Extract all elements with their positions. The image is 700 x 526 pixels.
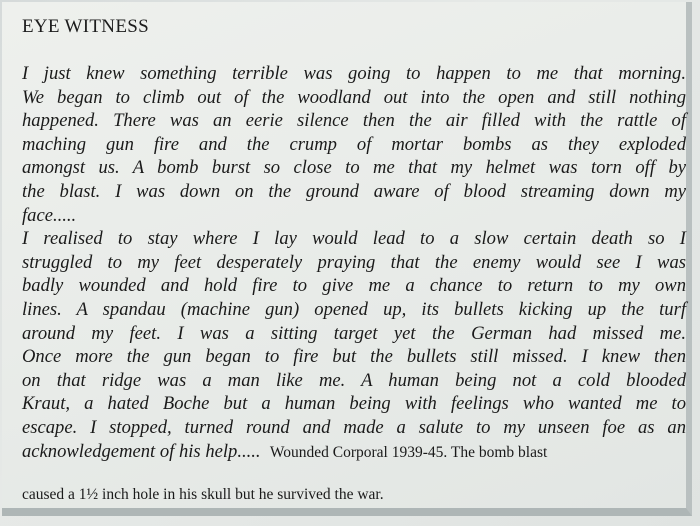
text-line: the blast. I was down on the ground aware of blood streaming down my [22,180,686,202]
text-line: I just knew something terrible was going to happen to me that morning. [22,63,686,84]
testimony-text [22,62,686,464]
text-line: We began to climb out of the woodland out into the open and still nothing [22,86,686,108]
text-line: escape. I stopped, turned round and made a salute to my unseen foe as an [22,416,686,438]
text-line: maching gun fire and the crump of mortar bombs as they exploded [22,133,686,155]
text-line: I realised to stay where I lay would lead to a slow certain death so I [22,228,686,250]
text-line: amongst us. A bomb burst so close to me that my helmet was torn off by [22,157,686,179]
text-line: struggled to my feet desperately praying that the enemy would see I was [22,251,686,273]
attribution-text: Wounded Corporal 1939-45. The bomb blast [269,443,548,461]
text-line: on that ridge was a man like me. A human being not a cold blooded [22,369,686,391]
text-line: Once more the gun began to fire but the bullets still missed. I knew then [22,346,686,368]
text-line: lines. A spandau (machine gun) opened up, its bullets kicking up the turf [22,298,686,320]
text-line: Kraut, a hated Boche but a human being with feelings who wanted me to [22,393,686,415]
caption-text: caused a 1½ inch hole in his skull but he survived the war. [22,486,384,503]
text-line: badly wounded and hold fire to give me a chance to return to my own [22,275,686,297]
closing-text: acknowledgement of his help..... [22,440,261,462]
text-line: face..... [22,204,77,226]
text-line: happened. There was an eerie silence then the air filled with the rattle of [22,110,686,132]
text-line: around my feet. I was a sitting target yet the German had missed me. [22,322,686,344]
text-line-with-attribution [22,440,686,465]
panel-heading: EYE WITNESS [22,16,149,37]
eyewitness-panel [2,2,692,516]
